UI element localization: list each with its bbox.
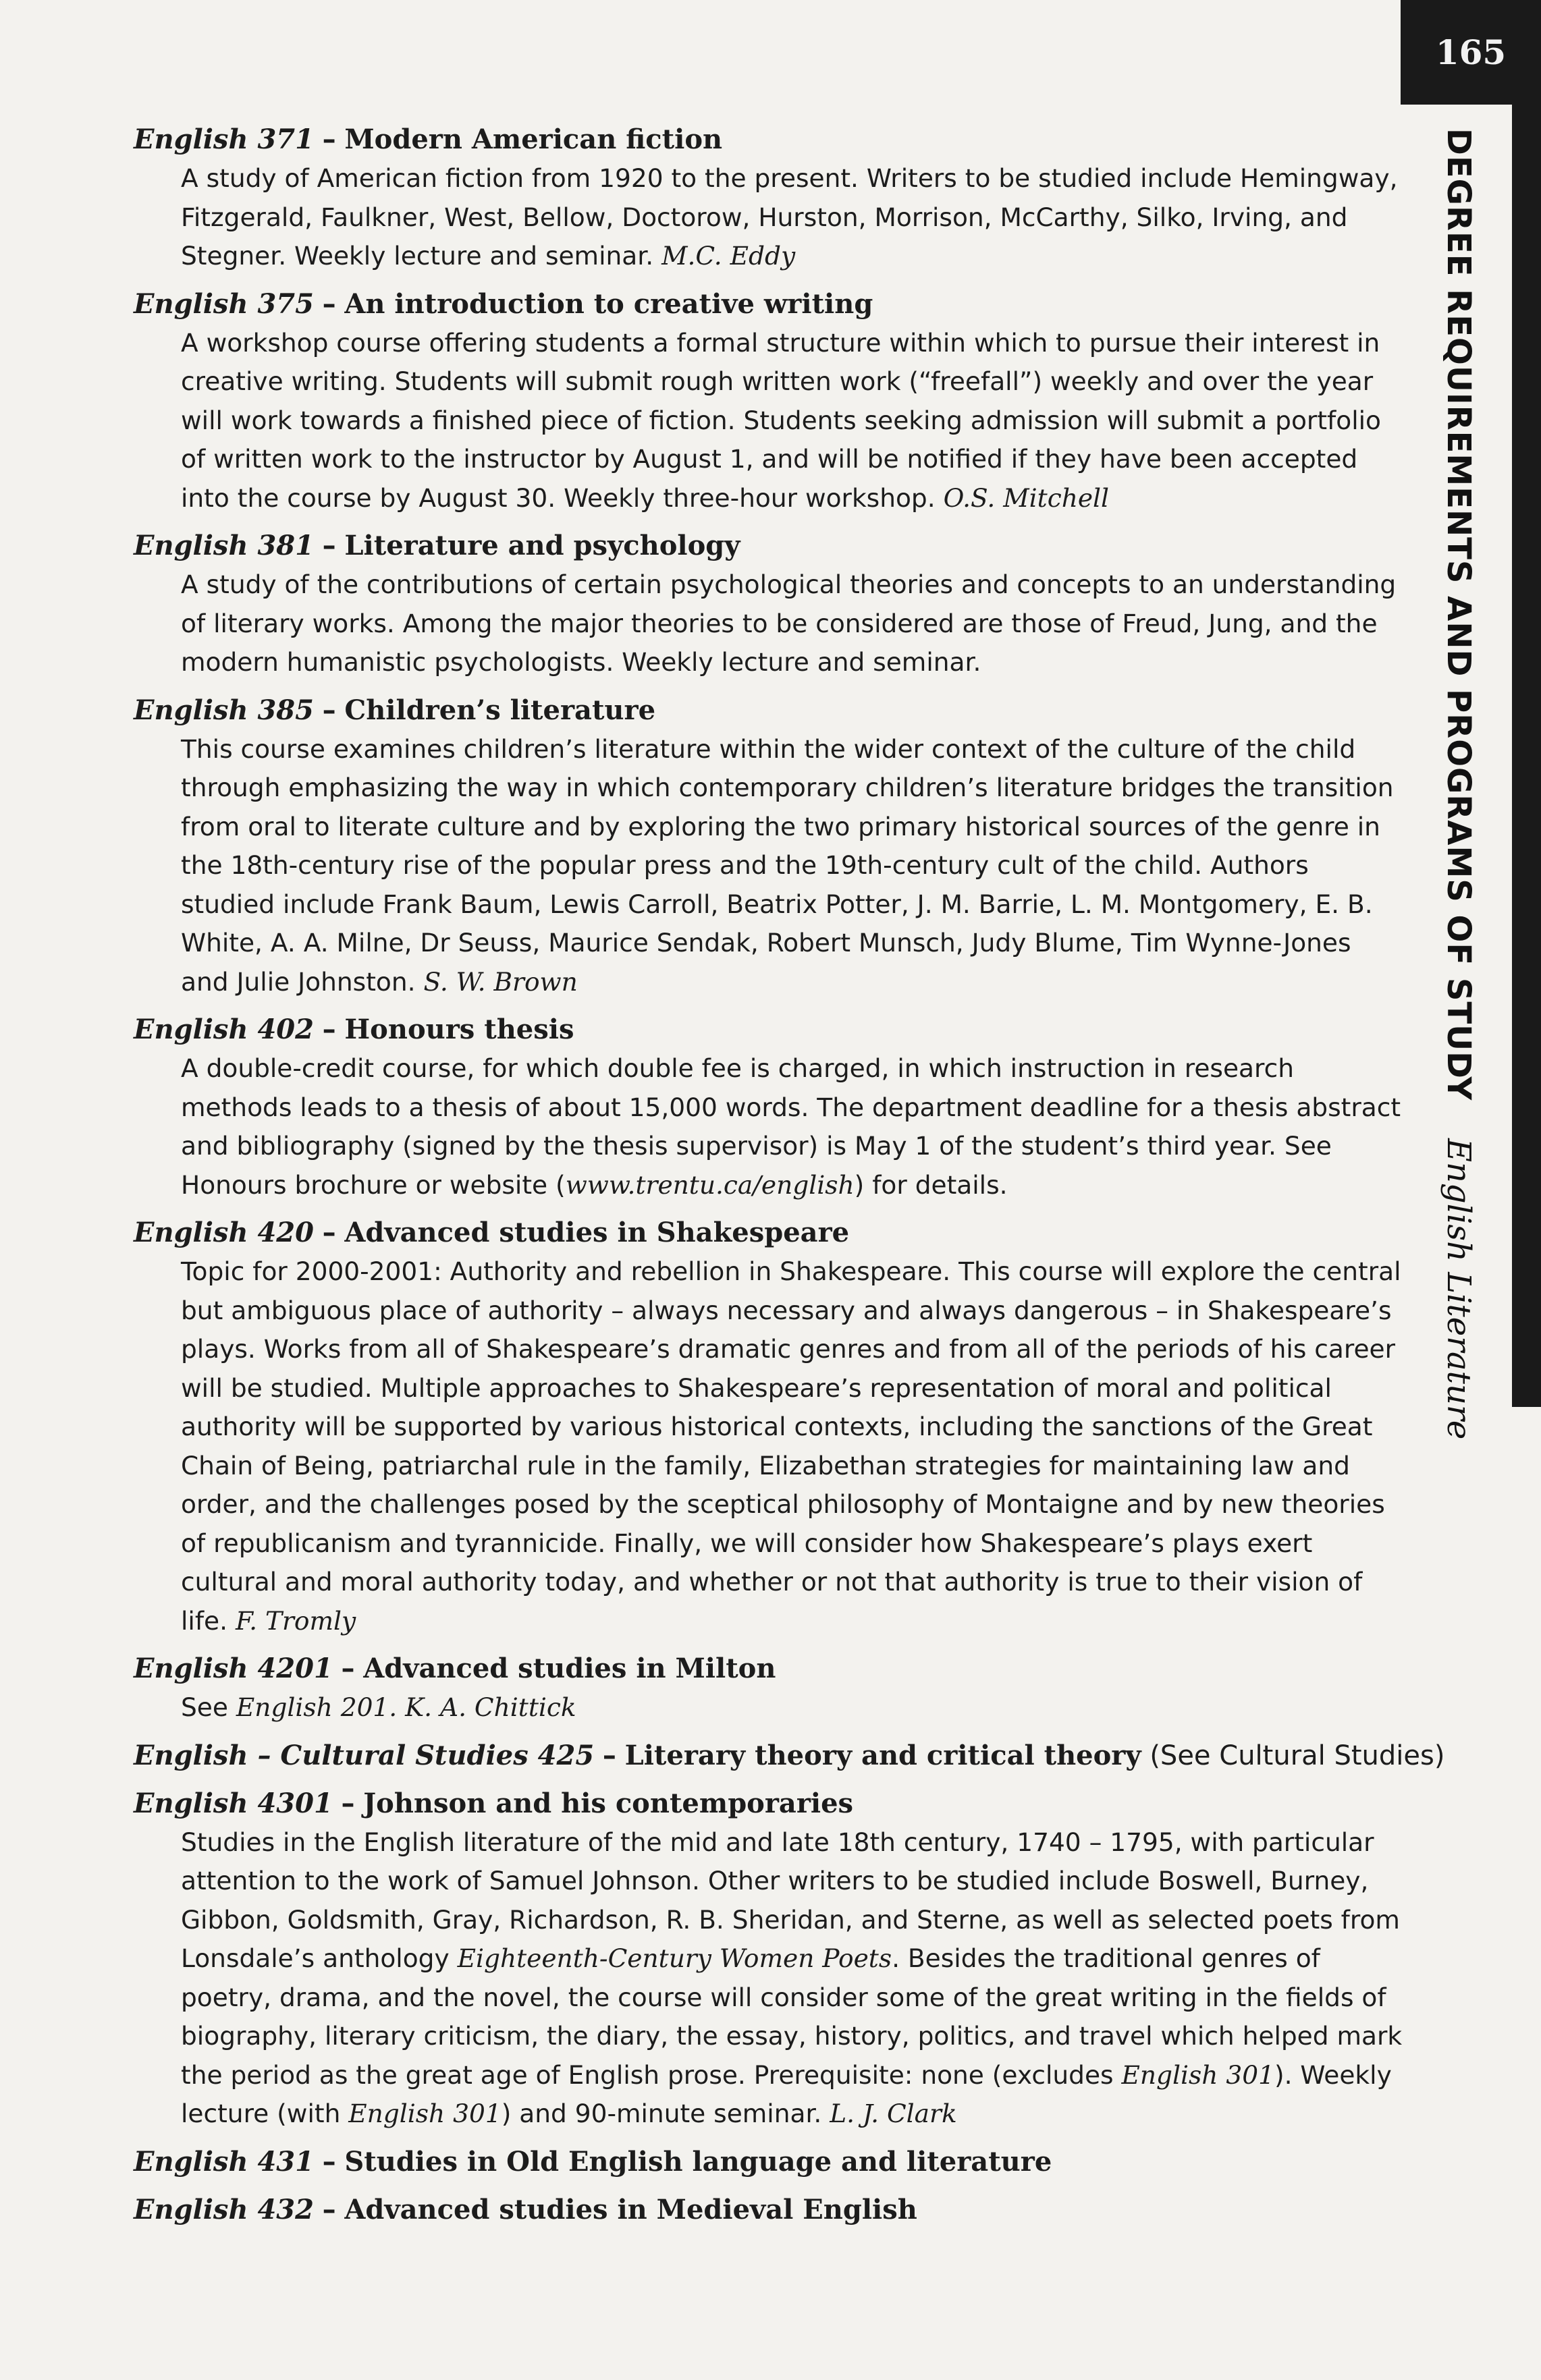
course-description: A double-credit course, for which double fee is charged, in which instruction in research methods leads to a thesis of about 15,000 words. The department deadline for a thesis abstract and bibliography (signed by the thesis supervisor) is May 1 of the student’s third year. See Honours brochure or website ( — [181, 1053, 1401, 1200]
course-heading — [134, 285, 1382, 324]
cross-reference-note: (See Cultural Studies) — [1150, 1740, 1445, 1771]
course-instructor: O.S. Mitchell — [943, 482, 1110, 513]
dash-separator: – — [322, 288, 336, 320]
course-description-block — [181, 565, 1406, 682]
course-entry-english-4201 — [134, 1649, 1382, 1727]
course-heading — [134, 1784, 1382, 1823]
course-heading — [134, 1736, 1445, 1775]
dash-separator: – — [602, 1740, 616, 1771]
course-description-block — [181, 730, 1406, 1002]
course-code: English – Cultural Studies 425 — [134, 1739, 595, 1771]
course-entry-english-402 — [134, 1010, 1401, 1205]
dash-separator: – — [322, 530, 336, 561]
course-description: A study of American fiction from 1920 to the present. Writers to be studied include Hemingway, Fitzgerald, Faulkner, West, Bellow, Doctorow, Hurston, Morrison, McCarthy, Silko, Irving, and Stegner. Weekly lecture and seminar. — [181, 163, 1398, 271]
course-entry-english-385 — [134, 691, 1394, 1002]
course-entry-english-381 — [134, 526, 1397, 682]
course-instructor: L. J. Clark — [830, 2099, 957, 2128]
course-title: Literature and psychology — [344, 530, 740, 561]
side-tab-text — [1436, 128, 1481, 1439]
page-number-tab — [1401, 0, 1541, 105]
course-list — [134, 120, 1445, 2238]
course-description-end: ) for details. — [854, 1169, 1008, 1200]
website-link[interactable]: www.trentu.ca/english — [565, 1169, 855, 1200]
course-entry-english-375 — [134, 285, 1382, 518]
dash-separator: – — [341, 1653, 355, 1684]
course-code: English 431 — [134, 2145, 314, 2178]
course-heading — [134, 2190, 1382, 2230]
course-code: English 4201 — [134, 1653, 333, 1684]
course-title: Modern American fiction — [344, 123, 723, 155]
course-heading — [134, 1213, 1382, 1252]
course-entry-english-371 — [134, 120, 1398, 276]
course-code: English 432 — [134, 2193, 314, 2225]
course-heading — [134, 526, 1382, 565]
course-description-block — [181, 324, 1406, 518]
course-description: A workshop course offering students a formal structure within which to pursue their interest in creative writing. Students will submit rough written work (“freefall”) weekly and over the year will work towards a finished piece of fiction. Students seeking admission will submit a portfolio of written work to the instructor by August 1, and will be notified if they have been accepted into the course by August 30. Weekly three-hour workshop. — [181, 327, 1381, 513]
course-code: English 385 — [134, 694, 314, 726]
course-instructor: F. Tromly — [235, 1605, 356, 1636]
course-heading — [134, 120, 1382, 159]
anthology-title: Eighteenth-Century Women Poets — [457, 1943, 892, 1973]
see-reference: English 201. — [236, 1692, 398, 1722]
course-title: Honours thesis — [344, 1014, 574, 1045]
course-instructor: S. W. Brown — [423, 966, 578, 997]
course-title: Children’s literature — [344, 694, 656, 726]
course-title: Studies in Old English language and literature — [344, 2145, 1052, 2178]
dash-separator: – — [322, 124, 336, 155]
course-instructor: M.C. Eddy — [661, 241, 796, 271]
course-description: A study of the contributions of certain psychological theories and concepts to an understanding of literary works. Among the major theories to be considered are those of Freud, Jung, and the modern humanistic psychologists. Weekly lecture and seminar. — [181, 570, 1397, 677]
dash-separator: – — [322, 1014, 336, 1045]
course-description-part: ). Weekly lecture (with — [181, 2059, 1392, 2128]
course-description: Studies in the English literature of the mid and late 18th century, 1740 – 1795, with particular attention to the work of Samuel Johnson. Other writers to be studied include Boswell, Burney, Gibbon, Goldsmith, Gray, Richardson, R. B. Sheridan, and Sterne, as well as selected poets from Lonsdale’s anthology — [181, 1827, 1400, 1973]
course-instructor: K. A. Chittick — [405, 1692, 576, 1722]
course-title: An introduction to creative writing — [344, 287, 873, 320]
course-code: English 375 — [134, 287, 314, 320]
course-code: English 4301 — [134, 1787, 333, 1819]
side-tab-bar — [1512, 105, 1541, 1407]
course-heading — [134, 2142, 1382, 2182]
course-title: Advanced studies in Milton — [363, 1653, 776, 1684]
course-description-part: ) and 90-minute seminar. — [501, 2099, 822, 2128]
side-tab-heading: DEGREE REQUIREMENTS AND PROGRAMS OF STUDY — [1440, 128, 1478, 1101]
course-heading — [134, 691, 1382, 730]
dash-separator: – — [322, 1217, 336, 1248]
course-title: Johnson and his contemporaries — [363, 1787, 854, 1819]
see-prefix: See — [181, 1692, 236, 1722]
course-entry-english-432 — [134, 2190, 1382, 2230]
course-code: English 381 — [134, 530, 314, 561]
course-title: Literary theory and critical theory — [624, 1739, 1141, 1771]
course-heading — [134, 1010, 1382, 1049]
page-number: 165 — [1435, 32, 1507, 72]
course-entry-english-4301 — [134, 1784, 1403, 2134]
course-description-block — [181, 1252, 1406, 1640]
course-description-block — [181, 1688, 1406, 1727]
joint-course-ref: English 301 — [348, 2099, 502, 2128]
side-tab-subheading: English Literature — [1440, 1138, 1478, 1439]
dash-separator: – — [322, 2146, 336, 2178]
course-title: Advanced studies in Medieval English — [344, 2193, 917, 2225]
course-description-block — [181, 1823, 1406, 2134]
excluded-course-ref: English 301 — [1121, 2059, 1274, 2090]
course-description: This course examines children’s literature within the wider context of the culture of the child through emphasizing the way in which contemporary children’s literature bridges the transition from oral to literate culture and by exploring the two primary historical sources of the genre in the 18th-century rise of the popular press and the 19th-century cult of the child. Authors studied include Frank Baum, Lewis Carroll, Beatrix Potter, J. M. Barrie, L. M. Montgomery, E. B. White, A. A. Milne, Dr Seuss, Maurice Sendak, Robert Munsch, Judy Blume, Tim Wynne-Jones and Julie Johnston. — [181, 734, 1394, 997]
course-description: Topic for 2000-2001: Authority and rebellion in Shakespeare. This course will explore the central but ambiguous place of authority – always necessary and always dangerous – in Shakespeare’s plays. Works from all of Shakespeare’s dramatic genres and from all of the periods of his career will be studied. Multiple approaches to Shakespeare’s representation of moral and political authority will be supported by various historical contexts, including the sanctions of the Great Chain of Being, patriarchal rule in the family, Elizabethan strategies for maintaining law and order, and the challenges posed by the sceptical philosophy of Montaigne and by new theories of republicanism and tyrannicide. Finally, we will consider how Shakespeare’s plays exert cultural and moral authority today, and whether or not that authority is true to their vision of life. — [181, 1256, 1401, 1636]
dash-separator: – — [322, 2194, 336, 2225]
dash-separator: – — [322, 694, 336, 726]
course-code: English 371 — [134, 123, 314, 155]
course-title: Advanced studies in Shakespeare — [344, 1217, 850, 1248]
dash-separator: – — [341, 1788, 355, 1819]
course-heading — [134, 1649, 1382, 1688]
course-code: English 420 — [134, 1217, 314, 1248]
course-entry-english-420 — [134, 1213, 1401, 1640]
course-code: English 402 — [134, 1014, 314, 1045]
course-description-block — [181, 1049, 1406, 1205]
course-entry-english-431 — [134, 2142, 1382, 2182]
course-description-part: . Besides the traditional genres of poetry, drama, and the novel, the course will consider some of the great writing in the fields of biography, literary criticism, the diary, the essay, history, politics, and travel which helped mark the period as the great age of English prose. Prerequisite: none (excludes — [181, 1943, 1403, 2090]
course-entry-cultural-studies-425 — [134, 1736, 1445, 1775]
course-description-block — [181, 159, 1406, 276]
